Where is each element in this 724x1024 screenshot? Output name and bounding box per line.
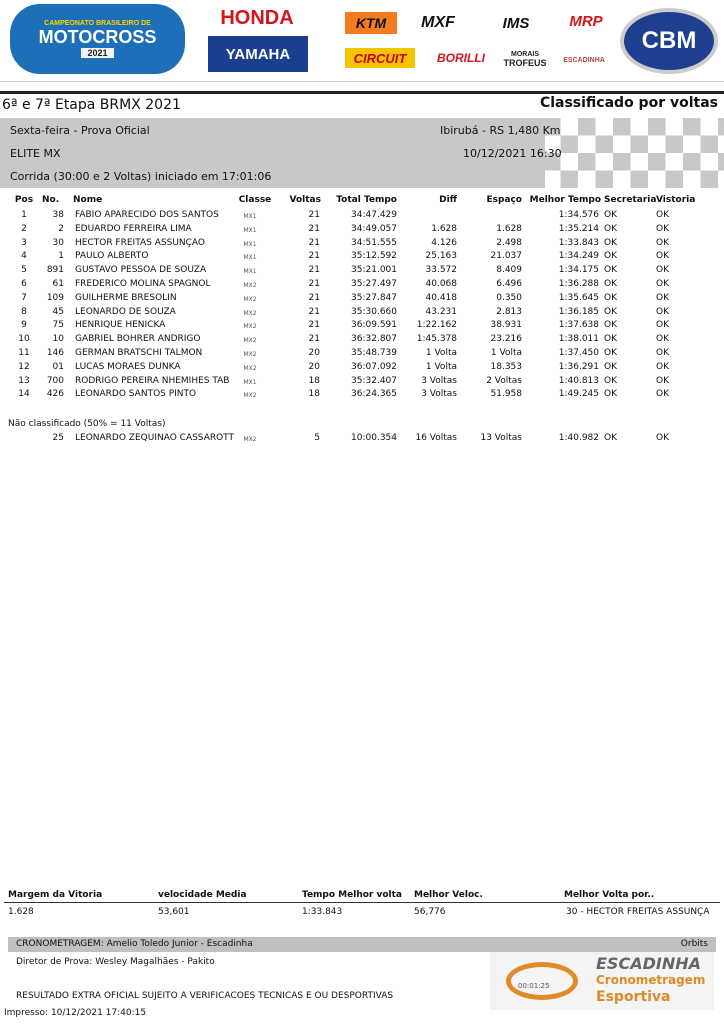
cell-name: GUILHERME BRESOLIN	[75, 292, 177, 303]
cell-class: MX2	[243, 392, 257, 400]
cell-total-time: 35:27.497	[351, 279, 397, 289]
table-header	[0, 195, 724, 209]
cell-secretaria: OK	[604, 334, 617, 345]
table-row	[0, 224, 724, 238]
morais-logo: MORAIS TROFEUS	[503, 50, 547, 68]
cell-best-lap: 1:36.185	[558, 306, 599, 317]
cell-gap: 8.409	[496, 265, 522, 276]
cell-total-time: 35:21.001	[351, 265, 397, 276]
cell-diff: 40.068	[425, 279, 457, 289]
cell-class: MX1	[243, 378, 257, 386]
cell-number: 38	[52, 210, 64, 220]
cell-pos: 14	[18, 389, 30, 400]
cell-secretaria: OK	[604, 210, 617, 220]
column-header: Pos	[14, 195, 34, 205]
ktm-logo: KTM	[345, 12, 397, 34]
flag-square	[701, 153, 719, 171]
summary-value: 1:33.843	[302, 907, 343, 917]
cell-total-time: 36:24.365	[351, 389, 397, 400]
cell-laps: 21	[308, 251, 320, 262]
cell-laps: 18	[308, 389, 320, 400]
cell-gap: 2.498	[496, 237, 522, 248]
cell-gap: 18.353	[490, 361, 522, 372]
flag-square	[545, 171, 561, 189]
cell-class: MX1	[243, 226, 257, 234]
cell-vistoria: OK	[656, 375, 669, 386]
cell-class: MX1	[243, 240, 257, 248]
cell-gap: 21.037	[490, 251, 522, 262]
cell-total-time: 35:48.739	[351, 348, 397, 358]
cell-diff: 4.126	[431, 237, 457, 248]
cell-gap: 2.813	[496, 306, 522, 317]
cell-laps: 18	[308, 375, 320, 386]
escadinha-small-logo: ESCADINHA	[563, 56, 605, 64]
cell-best-lap: 1:38.011	[558, 334, 599, 345]
cell-vistoria: OK	[656, 223, 669, 234]
cell-best-lap: 1:40.813	[558, 375, 599, 386]
cell-best-lap: 1:49.245	[558, 389, 599, 400]
cell-total-time: 35:32.407	[351, 375, 397, 386]
summary-label: Margem da Vitoria	[8, 890, 103, 900]
cell-diff: 1:22.162	[416, 320, 457, 331]
timing-bar	[8, 937, 716, 952]
summary-value: 30 - HECTOR FREITAS ASSUNÇA	[566, 907, 710, 917]
flag-square	[613, 171, 631, 189]
cell-name: LEONARDO ZEQUINÃO CASSAROTT	[75, 433, 235, 443]
divider	[0, 91, 724, 94]
table-row	[0, 433, 724, 447]
cell-name: HENRIQUE HENICKA	[75, 320, 166, 331]
cell-secretaria: OK	[604, 389, 617, 400]
summary-label: Tempo Melhor volta	[302, 890, 403, 900]
cell-diff: 1.628	[431, 223, 457, 234]
cell-class: MX2	[243, 337, 257, 345]
cell-laps: 21	[308, 223, 320, 234]
disclaimer: RESULTADO EXTRA OFICIAL SUJEITO A VERIFICACOES TECNICAS E OU DESPORTIVAS	[16, 991, 394, 1001]
page-title: 6ª e 7ª Etapa BRMX 2021	[2, 97, 181, 113]
cell-best-lap: 1:33.843	[558, 237, 599, 248]
cell-secretaria: OK	[604, 223, 617, 234]
table-row	[0, 238, 724, 252]
cell-diff: 1 Volta	[425, 348, 457, 358]
cell-total-time: 34:49.057	[351, 223, 397, 234]
cell-diff: 1:45.378	[416, 334, 457, 345]
cell-diff: 43.231	[425, 306, 457, 317]
cell-number: 1	[58, 251, 64, 262]
cell-secretaria: OK	[604, 348, 617, 358]
cell-number: 01	[52, 361, 64, 372]
cell-vistoria: OK	[656, 348, 669, 358]
cell-laps: 21	[308, 265, 320, 276]
cell-vistoria: OK	[656, 292, 669, 303]
table-row	[0, 265, 724, 279]
table-row	[0, 334, 724, 348]
not-classified-label: Não classificado (50% = 11 Voltas)	[8, 419, 166, 429]
flag-square	[666, 153, 684, 171]
cell-secretaria: OK	[604, 433, 617, 443]
column-header: No.	[42, 195, 60, 205]
cell-class: MX2	[243, 364, 257, 372]
table-row	[0, 307, 724, 321]
cell-secretaria: OK	[604, 237, 617, 248]
cell-name: LUCAS MORAES DUNKA	[75, 361, 181, 372]
cell-secretaria: OK	[604, 361, 617, 372]
cell-total-time: 36:07.092	[351, 361, 397, 372]
cell-pos: 3	[21, 237, 27, 248]
cell-class: MX2	[243, 436, 257, 443]
cell-gap: 23.216	[490, 334, 522, 345]
cell-number: 2	[58, 223, 64, 234]
cell-laps: 21	[308, 320, 320, 331]
table-row	[0, 293, 724, 307]
cell-total-time: 34:51.555	[351, 237, 397, 248]
cell-number: 700	[46, 375, 64, 386]
flag-square	[596, 118, 614, 136]
summary-value: 56,776	[414, 907, 446, 917]
cell-laps: 20	[308, 361, 320, 372]
cell-diff: 3 Voltas	[421, 389, 457, 400]
cell-pos: 2	[21, 223, 27, 234]
column-header: Espaço	[486, 195, 522, 205]
cell-laps: 5	[314, 433, 320, 443]
cell-gap: 0.350	[496, 292, 522, 303]
column-header: Voltas	[289, 195, 321, 205]
column-header: Classe	[238, 195, 272, 205]
cell-best-lap: 1:34.576	[558, 210, 599, 220]
cell-name: RODRIGO PEREIRA NHEMIHES TAB	[75, 375, 230, 386]
column-header: Diff	[439, 195, 457, 205]
cell-class: MX2	[243, 309, 257, 317]
cell-laps: 21	[308, 306, 320, 317]
cell-name: HECTOR FREITAS ASSUNÇAO	[75, 237, 206, 248]
motocross-logo: CAMPEONATO BRASILEIRO DE MOTOCROSS 2021	[10, 4, 185, 74]
cell-pos: 4	[21, 251, 27, 262]
cell-name: PAULO ALBERTO	[75, 251, 149, 262]
printed-time: Impresso: 10/12/2021 17:40:15	[4, 1008, 147, 1018]
cell-class: MX2	[243, 323, 257, 331]
flag-square	[631, 153, 649, 171]
flag-square	[701, 118, 719, 136]
cell-class: MX2	[243, 351, 257, 358]
cell-best-lap: 1:35.645	[558, 292, 599, 303]
cell-class: MX2	[243, 282, 257, 289]
column-header: Nome	[73, 195, 103, 205]
cell-gap: 13 Voltas	[480, 433, 522, 443]
race-category: ELITE MX	[10, 147, 61, 160]
cell-gap: 1.628	[496, 223, 522, 234]
flag-square	[718, 171, 724, 189]
race-datetime: 10/12/2021 16:30	[463, 147, 562, 160]
cell-vistoria: OK	[656, 334, 669, 345]
cell-laps: 21	[308, 237, 320, 248]
cell-best-lap: 1:40.982	[558, 433, 599, 443]
cell-diff: 1 Volta	[425, 361, 457, 372]
cell-vistoria: OK	[656, 306, 669, 317]
cell-vistoria: OK	[656, 237, 669, 248]
table-row	[0, 320, 724, 334]
flag-square	[578, 171, 596, 189]
cell-best-lap: 1:37.638	[558, 320, 599, 331]
table-row	[0, 210, 724, 224]
flag-square	[648, 136, 666, 154]
cell-number: 25	[52, 433, 64, 443]
race-location: Ibirubá - RS 1,480 Km	[440, 124, 561, 137]
cell-diff: 33.572	[425, 265, 457, 276]
cell-best-lap: 1:35.214	[558, 223, 599, 234]
summary-label: velocidade Media	[158, 890, 247, 900]
cell-pos: 11	[18, 348, 30, 358]
cell-total-time: 10:00.354	[351, 433, 397, 443]
timing-system: Orbits	[680, 939, 708, 949]
cell-secretaria: OK	[604, 292, 617, 303]
cell-vistoria: OK	[656, 279, 669, 289]
divider	[4, 902, 720, 903]
summary-label: Melhor Volta por..	[564, 890, 655, 900]
cell-number: 61	[52, 279, 64, 289]
cell-secretaria: OK	[604, 375, 617, 386]
cell-name: FREDERICO MOLINA SPAGNOL	[75, 279, 211, 289]
cell-vistoria: OK	[656, 361, 669, 372]
cell-class: MX1	[243, 213, 257, 220]
flag-square	[631, 118, 649, 136]
cell-vistoria: OK	[656, 265, 669, 276]
cell-laps: 21	[308, 210, 320, 220]
cell-name: LEONARDO SANTOS PINTO	[75, 389, 197, 400]
column-header: Secretaria	[604, 195, 656, 205]
cell-name: GABRIEL BOHRER ANDRIGO	[75, 334, 201, 345]
sponsor-banner	[0, 0, 724, 82]
cell-secretaria: OK	[604, 265, 617, 276]
race-description: Corrida (30:00 e 2 Voltas) iniciado em 17:01:06	[10, 170, 272, 183]
cell-class: MX1	[243, 268, 257, 276]
cell-total-time: 34:47.429	[351, 210, 397, 220]
cell-pos: 9	[21, 320, 27, 331]
cell-total-time: 35:30.660	[351, 306, 397, 317]
table-row	[0, 389, 724, 403]
cell-class: MX1	[243, 254, 257, 262]
cell-number: 75	[52, 320, 64, 331]
cell-gap: 1 Volta	[490, 348, 522, 358]
cell-vistoria: OK	[656, 251, 669, 262]
flag-square	[683, 171, 701, 189]
flag-square	[718, 136, 724, 154]
cell-diff: 16 Voltas	[415, 433, 457, 443]
flag-square	[666, 118, 684, 136]
escadinha-logo: 00:01:25 ESCADINHA Cronometragem Esportiva	[490, 952, 714, 1010]
cell-best-lap: 1:34.249	[558, 251, 599, 262]
cell-vistoria: OK	[656, 320, 669, 331]
ims-logo: IMS	[502, 14, 530, 32]
flag-square	[561, 118, 579, 136]
cell-number: 426	[46, 389, 64, 400]
column-header: Vistoria	[656, 195, 696, 205]
column-header: Total Tempo	[336, 195, 397, 205]
cell-name: FABIO APARECIDO DOS SANTOS	[75, 210, 219, 220]
cell-best-lap: 1:37.450	[558, 348, 599, 358]
cell-total-time: 36:09.591	[351, 320, 397, 331]
cell-class: MX2	[243, 295, 257, 303]
mxf-logo: MXF	[421, 14, 455, 31]
cell-number: 891	[46, 265, 64, 276]
cell-diff: 25.163	[425, 251, 457, 262]
flag-square	[648, 171, 666, 189]
cell-number: 10	[52, 334, 64, 345]
cell-laps: 20	[308, 348, 320, 358]
race-director: Diretor de Prova: Wesley Magalhães - Pakito	[16, 957, 215, 967]
summary-value: 53,601	[158, 907, 190, 917]
cell-name: GERMAN BRATSCHI TALMON	[75, 348, 203, 358]
cell-pos: 10	[18, 334, 30, 345]
cell-gap: 2 Voltas	[486, 375, 522, 386]
cell-pos: 7	[21, 292, 27, 303]
circuit-logo: CIRCUIT	[345, 48, 415, 68]
table-row	[0, 362, 724, 376]
cell-number: 30	[52, 237, 64, 248]
mrp-logo: MRP	[569, 12, 603, 30]
cbm-logo: CBM	[620, 8, 718, 74]
cell-secretaria: OK	[604, 251, 617, 262]
cell-number: 109	[46, 292, 64, 303]
borilli-logo: BORILLI	[437, 51, 485, 65]
summary-value: 1.628	[8, 907, 34, 917]
cell-best-lap: 1:34.175	[558, 265, 599, 276]
cell-diff: 40.418	[425, 292, 457, 303]
report-type: Classificado por voltas	[539, 95, 718, 111]
cell-secretaria: OK	[604, 306, 617, 317]
cell-vistoria: OK	[656, 433, 669, 443]
table-row	[0, 376, 724, 390]
flag-square	[578, 136, 596, 154]
cell-diff: 3 Voltas	[421, 375, 457, 386]
cell-pos: 5	[21, 265, 27, 276]
yamaha-logo: YAMAHA	[208, 36, 308, 72]
summary-label: Melhor Veloc.	[414, 890, 483, 900]
cell-gap: 51.958	[490, 389, 522, 400]
column-header: Melhor Tempo	[529, 195, 601, 205]
cell-number: 45	[52, 306, 64, 317]
table-row	[0, 348, 724, 362]
cell-pos: 13	[18, 375, 30, 386]
cell-best-lap: 1:36.288	[558, 279, 599, 289]
cell-secretaria: OK	[604, 320, 617, 331]
cell-total-time: 35:12.592	[351, 251, 397, 262]
cell-number: 146	[46, 348, 64, 358]
cell-total-time: 36:32.807	[351, 334, 397, 345]
cell-pos: 12	[18, 361, 30, 372]
checkered-flag	[545, 118, 724, 188]
cell-secretaria: OK	[604, 279, 617, 289]
cell-laps: 21	[308, 292, 320, 303]
cell-laps: 21	[308, 279, 320, 289]
flag-square	[683, 136, 701, 154]
cell-name: EDUARDO FERREIRA LIMA	[75, 223, 192, 234]
cell-vistoria: OK	[656, 389, 669, 400]
cell-pos: 6	[21, 279, 27, 289]
cell-best-lap: 1:36.291	[558, 361, 599, 372]
cell-total-time: 35:27.847	[351, 292, 397, 303]
race-day: Sexta-feira - Prova Oficial	[10, 124, 150, 137]
cell-pos: 8	[21, 306, 27, 317]
cell-pos: 1	[21, 210, 27, 220]
cell-laps: 21	[308, 334, 320, 345]
cell-name: GUSTAVO PESSOA DE SOUZA	[75, 265, 207, 276]
flag-square	[561, 153, 579, 171]
honda-logo: HONDA	[220, 6, 294, 29]
flag-square	[596, 153, 614, 171]
cell-vistoria: OK	[656, 210, 669, 220]
table-row	[0, 251, 724, 265]
table-row	[0, 279, 724, 293]
flag-square	[613, 136, 631, 154]
cell-gap: 38.931	[490, 320, 522, 331]
timing-credit: CRONOMETRAGEM: Amelio Toledo Junior - Escadinha	[16, 939, 253, 949]
cell-name: LEONARDO DE SOUZA	[75, 306, 176, 317]
cell-gap: 6.496	[496, 279, 522, 289]
